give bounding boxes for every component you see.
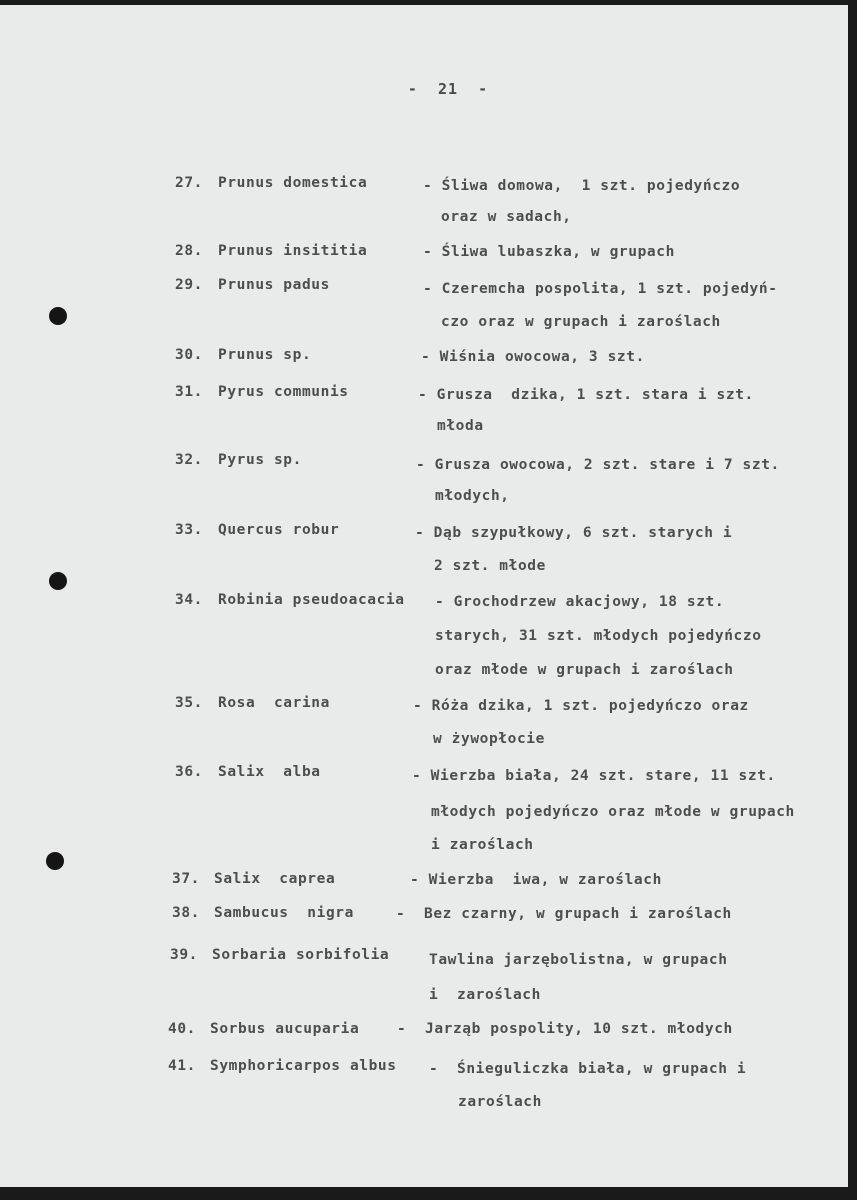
- entry-description-continued: starych, 31 szt. młodych pojedyńczo: [435, 628, 762, 644]
- entry-description: - Bez czarny, w grupach i zaroślach: [396, 906, 732, 922]
- punch-hole: [49, 572, 67, 590]
- entry-number: 39.: [170, 947, 198, 963]
- entry-number: 36.: [175, 764, 203, 780]
- entry-number: 32.: [175, 452, 203, 468]
- entry-latin-name: Salix caprea: [214, 871, 336, 887]
- entry-number: 40.: [168, 1021, 196, 1037]
- entry-latin-name: Sambucus nigra: [214, 905, 354, 921]
- entry-latin-name: Prunus domestica: [218, 175, 368, 191]
- punch-hole: [49, 307, 67, 325]
- entry-latin-name: Robinia pseudoacacia: [218, 592, 405, 608]
- entry-latin-name: Quercus robur: [218, 522, 340, 538]
- entry-latin-name: Pyrus communis: [218, 384, 349, 400]
- entry-latin-name: Sorbaria sorbifolia: [212, 947, 390, 963]
- entry-description-continued: młodych,: [435, 488, 510, 504]
- entry-latin-name: Pyrus sp.: [218, 452, 302, 468]
- entry-number: 37.: [172, 871, 200, 887]
- document-page: [0, 5, 848, 1187]
- entry-description-continued: oraz w sadach,: [441, 209, 572, 225]
- entry-latin-name: Prunus insititia: [218, 243, 368, 259]
- entry-latin-name: Prunus padus: [218, 277, 330, 293]
- entry-description-continued: i zaroślach: [431, 837, 534, 853]
- entry-description: - Śliwa lubaszka, w grupach: [423, 244, 675, 260]
- entry-description: - Róża dzika, 1 szt. pojedyńczo oraz: [413, 698, 749, 714]
- entry-description: - Wiśnia owocowa, 3 szt.: [421, 349, 645, 365]
- entry-description: - Jarząb pospolity, 10 szt. młodych: [397, 1021, 733, 1037]
- entry-latin-name: Rosa carina: [218, 695, 330, 711]
- entry-description-continued: młodych pojedyńczo oraz młode w grupach: [431, 804, 795, 820]
- entry-number: 30.: [175, 347, 203, 363]
- entry-number: 27.: [175, 175, 203, 191]
- entry-description-continued: oraz młode w grupach i zaroślach: [435, 662, 734, 678]
- page-number: - 21 -: [407, 80, 489, 98]
- entry-description: - Śliwa domowa, 1 szt. pojedyńczo: [423, 178, 741, 194]
- entry-number: 29.: [175, 277, 203, 293]
- entry-number: 28.: [175, 243, 203, 259]
- entry-latin-name: Symphoricarpos albus: [210, 1058, 397, 1074]
- entry-description: - Czeremcha pospolita, 1 szt. pojedyń-: [423, 281, 778, 297]
- entry-latin-name: Prunus sp.: [218, 347, 312, 363]
- entry-description: - Dąb szypułkowy, 6 szt. starych i: [415, 525, 733, 541]
- entry-latin-name: Salix alba: [218, 764, 321, 780]
- entry-description-continued: młoda: [437, 418, 484, 434]
- entry-description-continued: w żywopłocie: [433, 731, 545, 747]
- entry-description: - Grusza dzika, 1 szt. stara i szt.: [418, 387, 754, 403]
- entry-number: 34.: [175, 592, 203, 608]
- entry-latin-name: Sorbus aucuparia: [210, 1021, 360, 1037]
- entry-description-continued: 2 szt. młode: [434, 558, 546, 574]
- punch-hole: [46, 852, 64, 870]
- entry-description: - Grochodrzew akacjowy, 18 szt.: [435, 594, 725, 610]
- entry-number: 33.: [175, 522, 203, 538]
- entry-description-continued: zaroślach: [458, 1094, 542, 1110]
- entry-description: Tawlina jarzębolistna, w grupach: [429, 952, 728, 968]
- entry-number: 35.: [175, 695, 203, 711]
- entry-description: - Wierzba iwa, w zaroślach: [410, 872, 662, 888]
- entry-description: - Grusza owocowa, 2 szt. stare i 7 szt.: [416, 457, 780, 473]
- entry-description: - Wierzba biała, 24 szt. stare, 11 szt.: [412, 768, 776, 784]
- entry-description: - Śnieguliczka biała, w grupach i: [429, 1061, 747, 1077]
- entry-number: 38.: [172, 905, 200, 921]
- entry-description-continued: czo oraz w grupach i zaroślach: [441, 314, 721, 330]
- entry-number: 41.: [168, 1058, 196, 1074]
- entry-number: 31.: [175, 384, 203, 400]
- entry-description-continued: i zaroślach: [429, 987, 541, 1003]
